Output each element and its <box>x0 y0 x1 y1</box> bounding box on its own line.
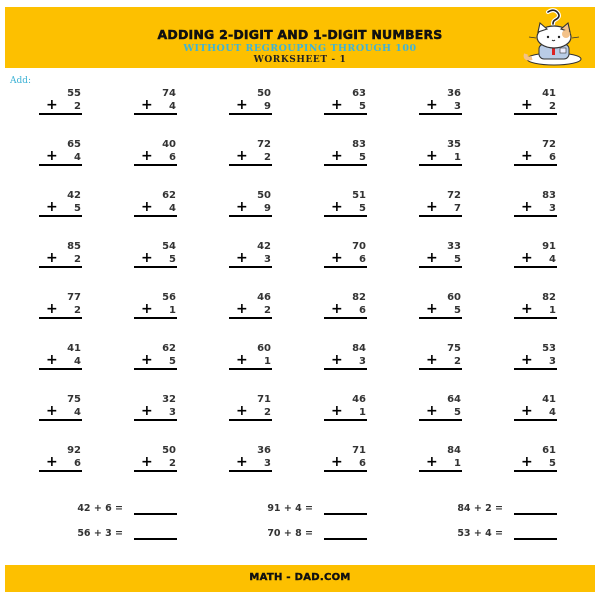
addend-bottom: 2 <box>264 407 271 418</box>
addend-bottom: 5 <box>454 407 461 418</box>
plus-icon: + <box>521 250 533 266</box>
plus-icon: + <box>236 148 248 164</box>
plus-icon: + <box>426 403 438 419</box>
addend-top: 70 <box>352 241 366 252</box>
answer-line[interactable] <box>134 368 177 370</box>
answer-line[interactable] <box>514 266 557 268</box>
vertical-problem <box>324 394 368 422</box>
vertical-problem <box>229 343 273 371</box>
plus-icon: + <box>426 352 438 368</box>
addend-top: 74 <box>162 88 176 99</box>
plus-icon: + <box>46 454 58 470</box>
answer-line[interactable] <box>419 113 462 115</box>
plus-icon: + <box>141 250 153 266</box>
answer-line[interactable] <box>229 317 272 319</box>
addend-bottom: 6 <box>169 152 176 163</box>
plus-icon: + <box>236 403 248 419</box>
addend-bottom: 9 <box>264 203 271 214</box>
addend-bottom: 9 <box>264 101 271 112</box>
plus-icon: + <box>46 403 58 419</box>
addend-top: 71 <box>352 445 366 456</box>
addend-top: 85 <box>67 241 81 252</box>
answer-line[interactable] <box>134 317 177 319</box>
answer-line[interactable] <box>419 266 462 268</box>
addend-top: 71 <box>257 394 271 405</box>
plus-icon: + <box>141 403 153 419</box>
vertical-problem <box>39 394 83 422</box>
addend-top: 91 <box>542 241 556 252</box>
addend-bottom: 3 <box>549 356 556 367</box>
addend-top: 60 <box>257 343 271 354</box>
plus-icon: + <box>331 250 343 266</box>
addend-top: 53 <box>542 343 556 354</box>
site-name: MATH - DAD.COM <box>249 572 351 583</box>
equation-text: 42 + 6 = <box>77 503 123 514</box>
addend-bottom: 6 <box>359 458 366 469</box>
plus-icon: + <box>426 454 438 470</box>
addend-top: 72 <box>542 139 556 150</box>
plus-icon: + <box>521 199 533 215</box>
plus-icon: + <box>426 199 438 215</box>
plus-icon: + <box>141 199 153 215</box>
plus-icon: + <box>141 454 153 470</box>
addend-top: 54 <box>162 241 176 252</box>
answer-line[interactable] <box>419 419 462 421</box>
answer-line[interactable] <box>514 215 557 217</box>
answer-blank[interactable] <box>134 538 177 540</box>
vertical-problem <box>324 241 368 269</box>
plus-icon: + <box>46 148 58 164</box>
addend-bottom: 6 <box>359 305 366 316</box>
vertical-problem <box>324 88 368 116</box>
addend-bottom: 5 <box>454 305 461 316</box>
addend-top: 72 <box>447 190 461 201</box>
answer-line[interactable] <box>419 470 462 472</box>
answer-line[interactable] <box>39 368 82 370</box>
addend-bottom: 3 <box>359 356 366 367</box>
addend-top: 63 <box>352 88 366 99</box>
plus-icon: + <box>46 250 58 266</box>
addend-bottom: 6 <box>549 152 556 163</box>
plus-icon: + <box>521 403 533 419</box>
answer-line[interactable] <box>39 215 82 217</box>
addend-top: 36 <box>447 88 461 99</box>
addend-top: 33 <box>447 241 461 252</box>
equation-text: 56 + 3 = <box>77 528 123 539</box>
addend-top: 41 <box>67 343 81 354</box>
vertical-problem <box>514 343 558 371</box>
addend-bottom: 1 <box>169 305 176 316</box>
plus-icon: + <box>331 454 343 470</box>
addend-bottom: 4 <box>169 203 176 214</box>
footer-band <box>5 565 595 592</box>
answer-line[interactable] <box>39 317 82 319</box>
answer-line[interactable] <box>39 266 82 268</box>
addend-top: 75 <box>67 394 81 405</box>
plus-icon: + <box>521 97 533 113</box>
horizontal-equation <box>250 526 367 542</box>
vertical-problem <box>514 394 558 422</box>
plus-icon: + <box>141 148 153 164</box>
vertical-problem <box>39 445 83 473</box>
answer-line[interactable] <box>514 113 557 115</box>
addend-top: 50 <box>257 88 271 99</box>
plus-icon: + <box>141 97 153 113</box>
answer-line[interactable] <box>324 215 367 217</box>
answer-line[interactable] <box>324 368 367 370</box>
addend-bottom: 7 <box>454 203 461 214</box>
plus-icon: + <box>46 97 58 113</box>
worksheet-subtitle: WITHOUT REGROUPING THROUGH 100 <box>183 43 417 54</box>
addend-bottom: 6 <box>74 458 81 469</box>
answer-line[interactable] <box>39 419 82 421</box>
vertical-problem <box>134 445 178 473</box>
vertical-problem <box>229 445 273 473</box>
addend-top: 36 <box>257 445 271 456</box>
addend-top: 41 <box>542 394 556 405</box>
answer-blank[interactable] <box>514 538 557 540</box>
addend-top: 84 <box>352 343 366 354</box>
vertical-problem <box>39 190 83 218</box>
addend-top: 35 <box>447 139 461 150</box>
addend-bottom: 1 <box>454 152 461 163</box>
plus-icon: + <box>426 301 438 317</box>
vertical-problem <box>419 241 463 269</box>
answer-line[interactable] <box>229 419 272 421</box>
addend-bottom: 2 <box>264 152 271 163</box>
addend-bottom: 3 <box>454 101 461 112</box>
addend-bottom: 2 <box>74 305 81 316</box>
addend-top: 46 <box>257 292 271 303</box>
answer-line[interactable] <box>324 113 367 115</box>
answer-line[interactable] <box>39 113 82 115</box>
worksheet-number: WORKSHEET - 1 <box>253 55 347 65</box>
vertical-problem <box>419 343 463 371</box>
addend-bottom: 6 <box>359 254 366 265</box>
addend-top: 51 <box>352 190 366 201</box>
plus-icon: + <box>46 352 58 368</box>
answer-line[interactable] <box>324 164 367 166</box>
vertical-problem <box>39 88 83 116</box>
addend-top: 46 <box>352 394 366 405</box>
plus-icon: + <box>236 454 248 470</box>
answer-line[interactable] <box>419 215 462 217</box>
answer-line[interactable] <box>419 317 462 319</box>
addend-top: 42 <box>67 190 81 201</box>
addend-bottom: 5 <box>169 356 176 367</box>
vertical-problem <box>39 292 83 320</box>
vertical-problem <box>134 394 178 422</box>
plus-icon: + <box>331 301 343 317</box>
addend-top: 32 <box>162 394 176 405</box>
addend-bottom: 1 <box>549 305 556 316</box>
addend-bottom: 2 <box>264 305 271 316</box>
answer-line[interactable] <box>324 266 367 268</box>
addend-bottom: 5 <box>74 203 81 214</box>
addend-bottom: 4 <box>74 407 81 418</box>
addend-bottom: 1 <box>454 458 461 469</box>
vertical-problem <box>134 343 178 371</box>
answer-line[interactable] <box>39 164 82 166</box>
answer-line[interactable] <box>419 368 462 370</box>
addend-top: 83 <box>352 139 366 150</box>
vertical-problem <box>229 292 273 320</box>
addend-top: 64 <box>447 394 461 405</box>
addend-bottom: 5 <box>359 152 366 163</box>
addend-top: 77 <box>67 292 81 303</box>
vertical-problem <box>134 241 178 269</box>
equation-text: 91 + 4 = <box>267 503 313 514</box>
equation-text: 84 + 2 = <box>457 503 503 514</box>
addend-top: 84 <box>447 445 461 456</box>
addend-bottom: 4 <box>549 254 556 265</box>
horizontal-equation <box>440 526 557 542</box>
answer-line[interactable] <box>324 317 367 319</box>
addend-top: 82 <box>542 292 556 303</box>
vertical-problem <box>39 139 83 167</box>
addend-top: 92 <box>67 445 81 456</box>
plus-icon: + <box>141 301 153 317</box>
addend-top: 40 <box>162 139 176 150</box>
vertical-problem <box>419 190 463 218</box>
worksheet-title: ADDING 2-DIGIT AND 1-DIGIT NUMBERS <box>157 27 443 42</box>
plus-icon: + <box>521 301 533 317</box>
plus-icon: + <box>426 250 438 266</box>
answer-line[interactable] <box>229 113 272 115</box>
vertical-problem <box>324 445 368 473</box>
equation-text: 70 + 8 = <box>267 528 313 539</box>
addend-bottom: 2 <box>74 254 81 265</box>
vertical-problem <box>419 394 463 422</box>
answer-line[interactable] <box>39 470 82 472</box>
addend-top: 50 <box>162 445 176 456</box>
answer-line[interactable] <box>514 419 557 421</box>
answer-line[interactable] <box>229 215 272 217</box>
answer-line[interactable] <box>514 368 557 370</box>
instruction-label: Add: <box>10 76 32 86</box>
vertical-problem <box>419 88 463 116</box>
addend-top: 61 <box>542 445 556 456</box>
answer-line[interactable] <box>229 368 272 370</box>
answer-line[interactable] <box>324 470 367 472</box>
addend-top: 41 <box>542 88 556 99</box>
answer-line[interactable] <box>134 215 177 217</box>
addend-top: 60 <box>447 292 461 303</box>
plus-icon: + <box>521 148 533 164</box>
answer-line[interactable] <box>514 470 557 472</box>
addend-top: 55 <box>67 88 81 99</box>
addend-bottom: 2 <box>74 101 81 112</box>
equation-text: 53 + 4 = <box>457 528 503 539</box>
plus-icon: + <box>521 352 533 368</box>
addend-bottom: 3 <box>264 458 271 469</box>
answer-blank[interactable] <box>514 513 557 515</box>
plus-icon: + <box>331 352 343 368</box>
addend-bottom: 3 <box>169 407 176 418</box>
plus-icon: + <box>236 97 248 113</box>
addend-top: 83 <box>542 190 556 201</box>
addend-bottom: 2 <box>454 356 461 367</box>
plus-icon: + <box>521 454 533 470</box>
horizontal-equation <box>60 501 177 517</box>
plus-icon: + <box>236 199 248 215</box>
vertical-problem <box>134 190 178 218</box>
answer-line[interactable] <box>134 419 177 421</box>
vertical-problem <box>324 292 368 320</box>
answer-line[interactable] <box>134 164 177 166</box>
addend-bottom: 5 <box>359 101 366 112</box>
horizontal-equation <box>250 501 367 517</box>
answer-line[interactable] <box>514 164 557 166</box>
vertical-problem <box>514 292 558 320</box>
vertical-problem <box>324 190 368 218</box>
answer-line[interactable] <box>134 470 177 472</box>
addend-top: 72 <box>257 139 271 150</box>
vertical-problem <box>419 445 463 473</box>
answer-line[interactable] <box>324 419 367 421</box>
vertical-problem <box>324 343 368 371</box>
vertical-problem <box>514 139 558 167</box>
addend-top: 42 <box>257 241 271 252</box>
plus-icon: + <box>331 97 343 113</box>
vertical-problem <box>134 139 178 167</box>
plus-icon: + <box>331 148 343 164</box>
addend-top: 75 <box>447 343 461 354</box>
answer-line[interactable] <box>419 164 462 166</box>
plus-icon: + <box>236 250 248 266</box>
addend-top: 65 <box>67 139 81 150</box>
vertical-problem <box>229 394 273 422</box>
vertical-problem <box>229 88 273 116</box>
addend-top: 56 <box>162 292 176 303</box>
vertical-problem <box>419 292 463 320</box>
vertical-problem <box>134 88 178 116</box>
plus-icon: + <box>236 301 248 317</box>
horizontal-equation <box>440 501 557 517</box>
horizontal-equation <box>60 526 177 542</box>
addend-bottom: 5 <box>549 458 556 469</box>
plus-icon: + <box>236 352 248 368</box>
answer-line[interactable] <box>514 317 557 319</box>
plus-icon: + <box>331 199 343 215</box>
vertical-problem <box>514 445 558 473</box>
addend-bottom: 4 <box>74 152 81 163</box>
answer-line[interactable] <box>229 164 272 166</box>
addend-bottom: 2 <box>549 101 556 112</box>
addend-bottom: 1 <box>359 407 366 418</box>
addend-bottom: 4 <box>169 101 176 112</box>
vertical-problem <box>39 343 83 371</box>
addend-bottom: 1 <box>264 356 271 367</box>
vertical-problem <box>419 139 463 167</box>
addend-bottom: 4 <box>74 356 81 367</box>
answer-line[interactable] <box>134 113 177 115</box>
vertical-problem <box>229 139 273 167</box>
answer-line[interactable] <box>134 266 177 268</box>
vertical-problem <box>229 190 273 218</box>
plus-icon: + <box>46 301 58 317</box>
addend-bottom: 3 <box>264 254 271 265</box>
addend-top: 62 <box>162 190 176 201</box>
addend-bottom: 5 <box>169 254 176 265</box>
vertical-problem <box>514 88 558 116</box>
answer-line[interactable] <box>229 470 272 472</box>
addend-top: 82 <box>352 292 366 303</box>
addend-bottom: 5 <box>359 203 366 214</box>
addend-bottom: 2 <box>169 458 176 469</box>
vertical-problem <box>514 190 558 218</box>
cat-mascot-icon <box>520 8 588 68</box>
plus-icon: + <box>426 97 438 113</box>
answer-blank[interactable] <box>324 538 367 540</box>
answer-blank[interactable] <box>134 513 177 515</box>
vertical-problem <box>514 241 558 269</box>
addend-bottom: 4 <box>549 407 556 418</box>
addend-top: 50 <box>257 190 271 201</box>
vertical-problem <box>229 241 273 269</box>
plus-icon: + <box>426 148 438 164</box>
plus-icon: + <box>331 403 343 419</box>
vertical-problem <box>134 292 178 320</box>
answer-line[interactable] <box>229 266 272 268</box>
vertical-problem <box>324 139 368 167</box>
plus-icon: + <box>46 199 58 215</box>
addend-bottom: 3 <box>549 203 556 214</box>
answer-blank[interactable] <box>324 513 367 515</box>
addend-top: 62 <box>162 343 176 354</box>
addend-bottom: 5 <box>454 254 461 265</box>
vertical-problem <box>39 241 83 269</box>
plus-icon: + <box>141 352 153 368</box>
